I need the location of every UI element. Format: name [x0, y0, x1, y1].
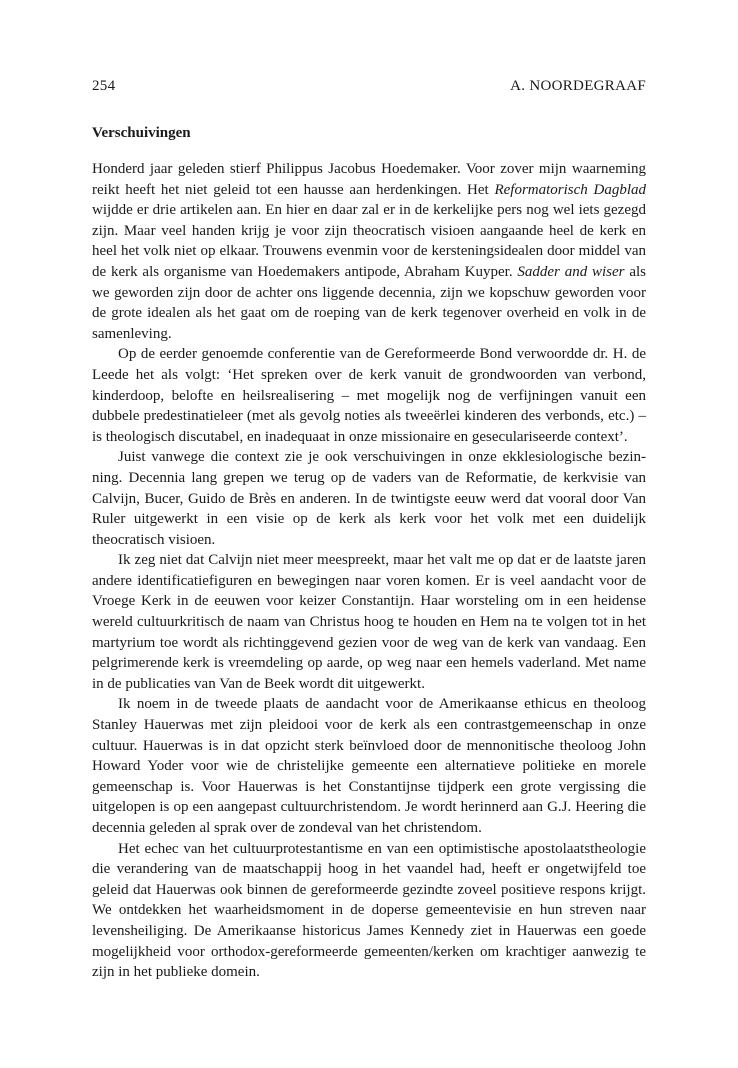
paragraph-1 [92, 159, 646, 344]
paragraph-1-part-2: wijdde er drie artikelen aan. En hier en daar zal er in de kerkelijke pers nog wel iets gezegd zijn. Maar veel handen krijg je voor zijn theocratisch visioen aangaande heel de kerk en heel het volk niet op elkaar. Trouwens evenmin voor de kersteningsidealen door middel van de kerk als organisme van Hoedemakers antipode, Abraham Kuyper. [92, 202, 646, 280]
newspaper-title: Reformatorisch Dagblad [494, 181, 647, 198]
paragraph-5: Ik noem in de tweede plaats de aandacht voor de Amerikaanse ethicus en theoloog Stanley Hauerwas met zijn pleidooi voor de kerk als een contrastgemeenschap in onze cultuur. Hauerwas is in dat opzicht sterk beïnvloed door de mennonitische theoloog John Howard Yoder voor wie de christelijke gemeente een alternatieve politieke en morele gemeenschap is. Voor Hauerwas is het Constantijnse tijdperk een grote vergissing die uitgelopen is op een aangepast cultuurchristendom. Je wordt herinnerd aan G.J. Heering die decennia geleden al sprak over de zondeval van het christendom. [92, 696, 646, 836]
paragraph-4: Ik zeg niet dat Calvijn niet meer meespreekt, maar het valt me op dat er de laatste jaren andere identificatiefiguren en bewegingen naar voren komen. Er is veel aandacht voor de Vroege Kerk in de eeuwen voor keizer Constantijn. Haar worsteling om in een heidense wereld cultuurkritisch de naam van Christus hoog te houden en Hem na te volgen tot in het martyrium toe wordt als richtinggevend gezien voor de weg van de kerk van vandaag. Een pelgrimerende kerk is vreemdeling op aarde, op weg naar een hemels vaderland. Met name in de publicaties van Van de Beek wordt dit uitgewerkt. [92, 552, 646, 692]
running-head-author: A. NOORDEGRAAF [510, 78, 646, 94]
paragraph-2: Op de eerder genoemde conferentie van de Gereformeerde Bond verwoordde dr. H. de Leede het als volgt: ‘Het spreken over de kerk vanuit de grondwoorden van verbond, kinderdoop, belofte en heilsrealisering – met mogelijk nog de verfijningen vanuit een dubbele predestinatieleer (met als gevolg noties als tweeërlei kinderen des verbonds, etc.) – is theologisch discutabel, en inadequaat in onze missionaire en geseculariseerde context’. [92, 346, 646, 445]
paragraph-6: Het echec van het cultuurprotestantisme en van een optimistische apostolaatstheologie die verandering van de maatschappij hoog in het vaandel had, heeft er ongetwijfeld toe geleid dat Hauerwas ook binnen de gereformeerde gezindte zoveel positieve respons krijgt. We ontdekken het waarheidsmoment in de doperse gemeentevisie en hun streven naar levensheiliging. De Amerikaanse historicus James Kennedy ziet in Hauerwas een goede mogelijkheid voor orthodox-gereformeerde gemeenten/kerken om krachtiger aanwezig te zijn in het publieke domein. [92, 840, 646, 981]
italic-phrase: Sadder and wiser [517, 263, 625, 280]
body-text [92, 159, 646, 983]
section-heading: Verschuivingen [92, 125, 191, 141]
paragraph-1-part-1: Honderd jaar geleden stierf Philippus Jacobus Hoedemaker. Voor zover mijn waarneming reikt heeft het niet geleid tot een hausse aan herdenkingen. Het [92, 161, 646, 198]
page-number: 254 [92, 78, 116, 94]
paragraph-1-part-3: als we geworden zijn door de achter ons liggende decennia, zijn we kopschuw geworden voor de grote idealen als het gaat om de roeping van de kerk tegenover overheid en volk in de samenleving. [92, 263, 646, 342]
paragraph-3: Juist vanwege die context zie je ook verschuivingen in onze ekklesiologische bezinning. Decennia lang grepen we terug op de vaders van de Reformatie, de kerkvisie van Calvijn, Bucer, Guido de Brès en anderen. In de twintigste eeuw werd dat vooral door Van Ruler uitgewerkt in een visie op de kerk als kerk voor het volk met een duidelijk theocratisch visioen. [92, 449, 646, 548]
